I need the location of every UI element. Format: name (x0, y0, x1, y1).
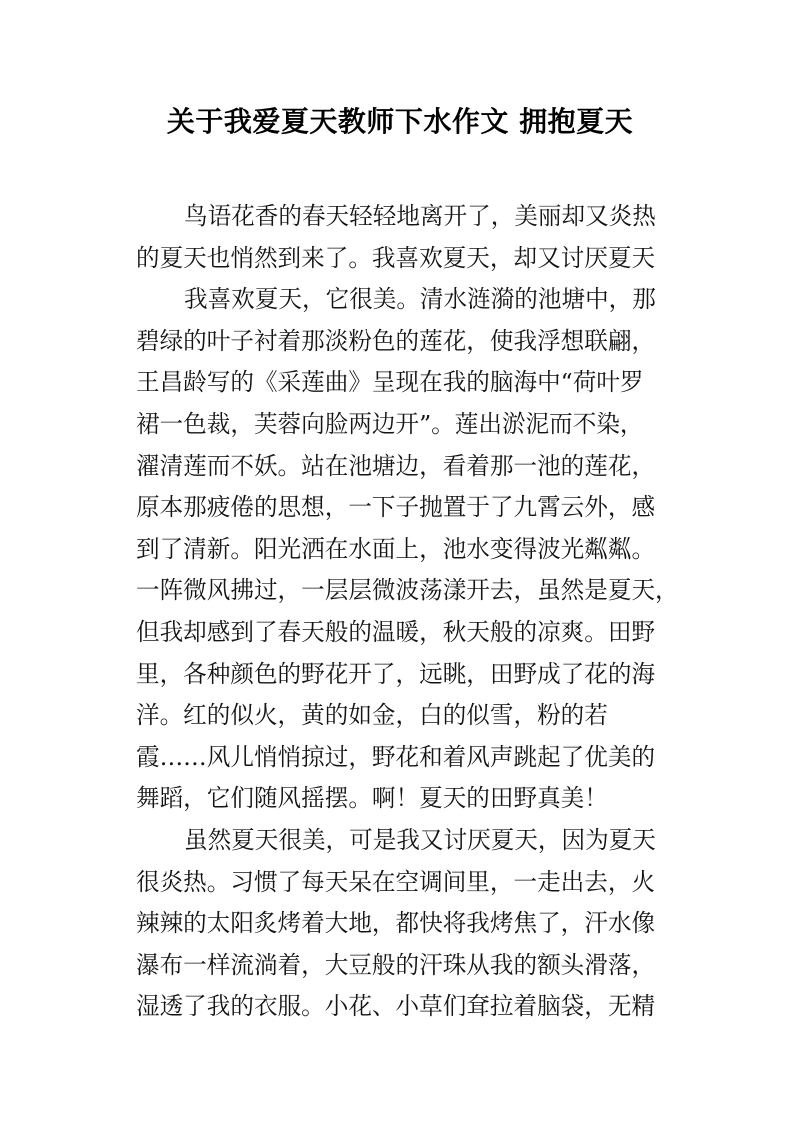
text-line: 王昌龄写的《采莲曲》呈现在我的脑海中“荷叶罗 (136, 368, 644, 397)
text-line: 瀑布一样流淌着，大豆般的汗珠从我的额头滑落， (136, 950, 656, 979)
text-line: 一阵微风拂过，一层层微波荡漾开去，虽然是夏天， (136, 576, 679, 605)
text-line: 我喜欢夏天，它很美。清水涟漪的池塘中，那 (184, 285, 656, 314)
text-line: 里，各种颜色的野花开了，远眺，田野成了花的海 (136, 659, 656, 688)
text-line: 到了清新。阳光洒在水面上，池水变得波光粼粼。 (136, 534, 656, 563)
text-line: 碧绿的叶子衬着那淡粉色的莲花，使我浮想联翩， (136, 326, 656, 355)
text-line: 但我却感到了春天般的温暖，秋天般的凉爽。田野 (136, 617, 656, 646)
text-line: 裙一色裁，芙蓉向脸两边开”。莲出淤泥而不染， (136, 409, 644, 438)
text-line: 的夏天也悄然到来了。我喜欢夏天，却又讨厌夏天 (136, 243, 656, 272)
text-line: 很炎热。习惯了每天呆在空调间里，一走出去，火 (136, 867, 656, 896)
text-line: 辣辣的太阳炙烤着大地，都快将我烤焦了，汗水像 (136, 909, 656, 938)
text-line: 舞蹈，它们随风摇摆。啊！夏天的田野真美！ (136, 784, 608, 813)
text-line: 霞……风儿悄悄掠过，野花和着风声跳起了优美的 (136, 742, 656, 771)
text-line: 原本那疲倦的思想，一下子抛置于了九霄云外，感 (136, 493, 656, 522)
text-line: 洋。红的似火，黄的如金，白的似雪，粉的若 (136, 701, 608, 730)
text-line: 鸟语花香的春天轻轻地离开了，美丽却又炎热 (184, 202, 656, 230)
text-line: 湿透了我的衣服。小花、小草们耷拉着脑袋，无精 (136, 992, 656, 1021)
text-line: 虽然夏天很美，可是我又讨厌夏天，因为夏天 (184, 825, 656, 854)
document-title: 关于我爱夏天教师下水作文 拥抱夏天 (166, 105, 634, 138)
document-body (136, 196, 679, 1028)
text-line: 濯清莲而不妖。站在池塘边，看着那一池的莲花， (136, 451, 656, 480)
